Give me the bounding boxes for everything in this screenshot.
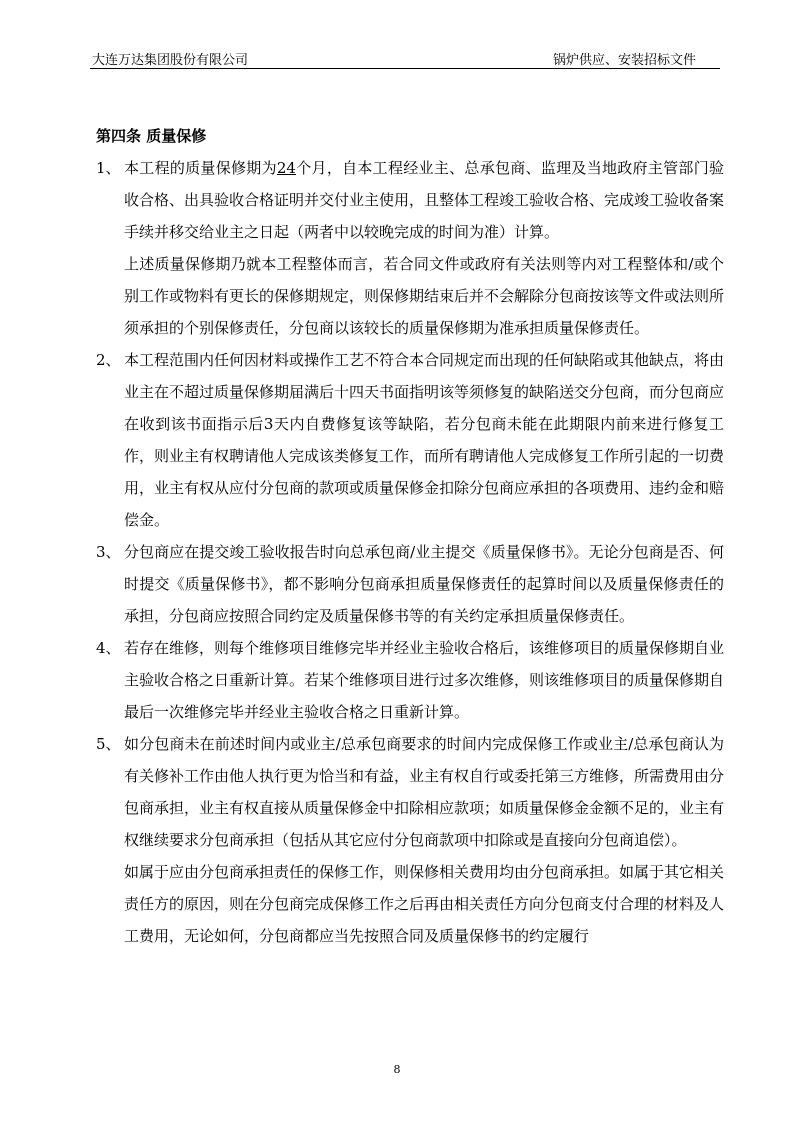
clause-number: 2、 [96,351,121,369]
clause-5 [96,728,724,856]
clause-2 [96,344,724,536]
page-header [90,46,720,69]
clause-number: 5、 [96,735,121,753]
header-doc-title: 锅炉供应、安装招标文件 [552,53,696,68]
page-number: 8 [393,1063,401,1076]
warranty-period: 24 [276,159,296,177]
clause-text: 分包商应在提交竣工验收报告时向总承包商/业主提交《质量保修书》。无论分包商是否、何时提交《质量保修书》，都不影响分包商承担质量保修责任的起算时间以及质量保修责任的承担，分包商应按照合同约定及质量保修书等的有关约定承担质量保修责任。 [124,543,724,625]
clause-text: 若存在维修，则每个维修项目维修完毕并经业主验收合格后，该维修项目的质量保修期自业主验收合格之日重新计算。若某个维修项目进行过多次维修，则该维修项目的质量保修期自最后一次维修完毕并经业主验收合格之日重新计算。 [124,639,725,721]
clause-4 [96,632,724,728]
clause-text: 本工程范围内任何因材料或操作工艺不符合本合同规定而出现的任何缺陷或其他缺点，将由业主在不超过质量保修期届满后十四天书面指明该等须修复的缺陷送交分包商，而分包商应在收到该书面指示后3天内自费修复该等缺陷，若分包商未能在此期限内前来进行修复工作，则业主有权聘请他人完成该类修复工作，而所有聘请他人完成修复工作所引起的一切费用，业主有权从应付分包商的款项或质量保修金扣除分包商应承担的各项费用、违约金和赔偿金。 [124,351,725,529]
clause-text: 如分包商未在前述时间内或业主/总承包商要求的时间内完成保修工作或业主/总承包商认为有关修补工作由他人执行更为恰当和有益，业主有权自行或委托第三方维修，所需费用由分包商承担，业主有权直接从质量保修金中扣除相应款项；如质量保修金金额不足的，业主有权继续要求分包商承担（包括从其它应付分包商款项中扣除或是直接向分包商追偿）。 [124,735,725,849]
clause-1 [96,152,724,248]
clause-number: 3、 [96,543,121,561]
clause-1-extra: 上述质量保修期乃就本工程整体而言，若合同文件或政府有关法则等内对工程整体和/或个别工作或物料有更长的保修期规定，则保修期结束后并不会解除分包商按该等文件或法则所须承担的个别保修责任，分包商以该较长的质量保修期为准承担质量保修责任。 [124,255,725,337]
clause-text: 本工程的质量保修期为24个月，自本工程经业主、总承包商、监理及当地政府主管部门验收合格、出具验收合格证明并交付业主使用，且整体工程竣工验收合格、完成竣工验收备案手续并移交给业主之日起（两者中以较晚完成的时间为准）计算。 [124,159,725,241]
clause-5-extra: 如属于应由分包商承担责任的保修工作，则保修相关费用均由分包商承担。如属于其它相关责任方的原因，则在分包商完成保修工作之后再由相关责任方向分包商支付合理的材料及人工费用，无论如何，分包商都应当先按照合同及质量保修书的约定履行 [124,863,725,945]
document-body [96,124,724,952]
clause-number: 1、 [96,159,121,177]
clause-number: 4、 [96,639,121,657]
section-title: 第四条 质量保修 [96,127,207,145]
header-company: 大连万达集团股份有限公司 [92,53,249,68]
clause-3 [96,536,724,632]
